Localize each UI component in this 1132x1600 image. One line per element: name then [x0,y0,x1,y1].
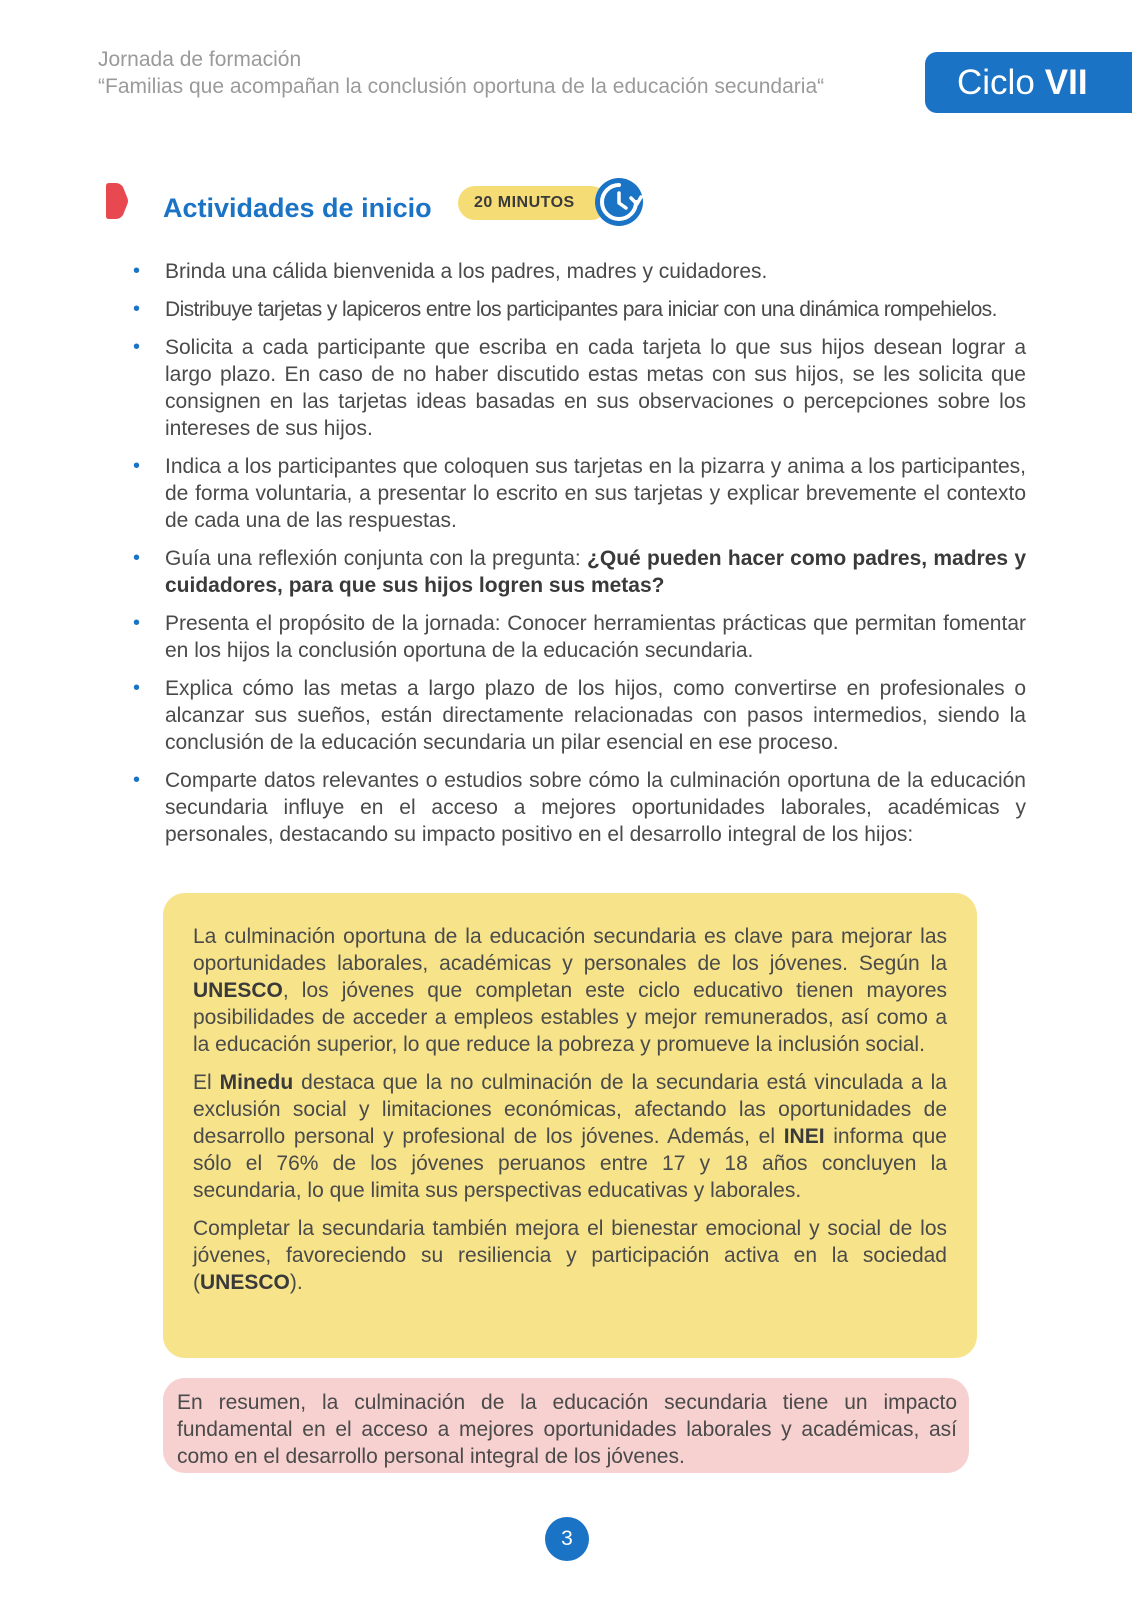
bullet-icon: • [133,298,140,320]
bullet-icon: • [133,455,141,477]
org-minedu: Minedu [219,1071,294,1094]
ciclo-badge [925,52,1132,113]
bullet-icon: • [133,547,141,569]
bullet-icon: • [133,260,141,282]
info-box [163,893,977,1358]
bullet-icon: • [133,336,141,358]
org-unesco: UNESCO [193,979,283,1002]
header-text [98,46,824,100]
ciclo-number: VII [1044,62,1088,102]
section-marker-icon [106,183,128,219]
info-paragraph-2: El Minedu destaca que la no culminación de la secundaria está vinculada a la exclusión social y limitaciones económicas, afectando las oportunidades de desarrollo personal y profesional de los jóvenes. Además, el INEI informa que sólo el 76% de los jóvenes peruanos entre 17 y 18 años concluyen la secundaria, lo que limita sus perspectivas educativas y laborales. [193,1071,947,1202]
time-badge [458,186,608,220]
org-unesco: UNESCO [200,1271,290,1294]
list-item: • Explica cómo las metas a largo plazo de los hijos, como convertirse en profesionales o alcanzar sus sueños, están directamente relacionadas con pasos intermedios, siendo la conclusión de la educación secundaria un pilar esencial en ese proceso. [133,677,1026,754]
summary-box [163,1378,969,1473]
info-paragraph-1: La culminación oportuna de la educación secundaria es clave para mejorar las oportunidades laborales, académicas y personales de los jóvenes. Según la UNESCO, los jóvenes que completan este ciclo educativo tienen mayores posibilidades de acceder a empleos estables y mejor remunerados, así como a la educación superior, lo que reduce la pobreza y promueve la inclusión social. [193,925,947,1056]
clock-icon [593,176,645,228]
time-label: 20 MINUTOS [474,194,575,211]
org-inei: INEI [783,1125,825,1148]
reflection-question: ¿Qué pueden hacer como padres, madres y cuidadores, para que sus hijos logren sus metas? [165,547,1026,597]
activity-list [130,258,1026,859]
page-number: 3 [545,1517,589,1561]
list-item: • Presenta el propósito de la jornada: Conocer herramientas prácticas que permitan fomentar en los hijos la conclusión oportuna de la educación secundaria. [133,612,1026,662]
header-line-2: “Familias que acompañan la conclusión oportuna de la educación secundaria“ [98,75,825,98]
section-title: Actividades de inicio [163,193,432,223]
list-item: • Indica a los participantes que coloquen sus tarjetas en la pizarra y anima a los participantes, de forma voluntaria, a presentar lo escrito en sus tarjetas y explicar brevemente el contexto de cada una de las respuestas. [133,455,1026,532]
ciclo-label: Ciclo [957,62,1035,102]
list-item: • Distribuye tarjetas y lapiceros entre los participantes para iniciar con una dinámica rompehielos. [133,298,997,321]
header-line-1: Jornada de formación [98,48,302,71]
list-item: • Solicita a cada participante que escriba en cada tarjeta lo que sus hijos desean lograr a largo plazo. En caso de no haber discutido estas metas con sus hijos, se les solicita que consignen en las tarjetas ideas basadas en sus observaciones o percepciones sobre los intereses de sus hijos. [133,336,1026,440]
list-item: • Guía una reflexión conjunta con la pregunta: ¿Qué pueden hacer como padres, madres y cuidadores, para que sus hijos logren sus metas? [133,547,1026,597]
list-item: • Comparte datos relevantes o estudios sobre cómo la culminación oportuna de la educación secundaria influye en el acceso a mejores oportunidades laborales, académicas y personales, destacando su impacto positivo en el desarrollo integral de los hijos: [133,769,1026,846]
info-paragraph-3: Completar la secundaria también mejora el bienestar emocional y social de los jóvenes, favoreciendo su resiliencia y participación activa en la sociedad (UNESCO). [193,1217,947,1294]
list-item: • Brinda una cálida bienvenida a los padres, madres y cuidadores. [133,260,768,283]
summary-text: En resumen, la culminación de la educación secundaria tiene un impacto fundamental en el acceso a mejores oportunidades laborales y académicas, así como en el desarrollo personal integral de los jóvenes. [177,1391,957,1468]
bullet-icon: • [133,612,141,634]
bullet-icon: • [133,769,141,791]
bullet-icon: • [133,677,141,699]
